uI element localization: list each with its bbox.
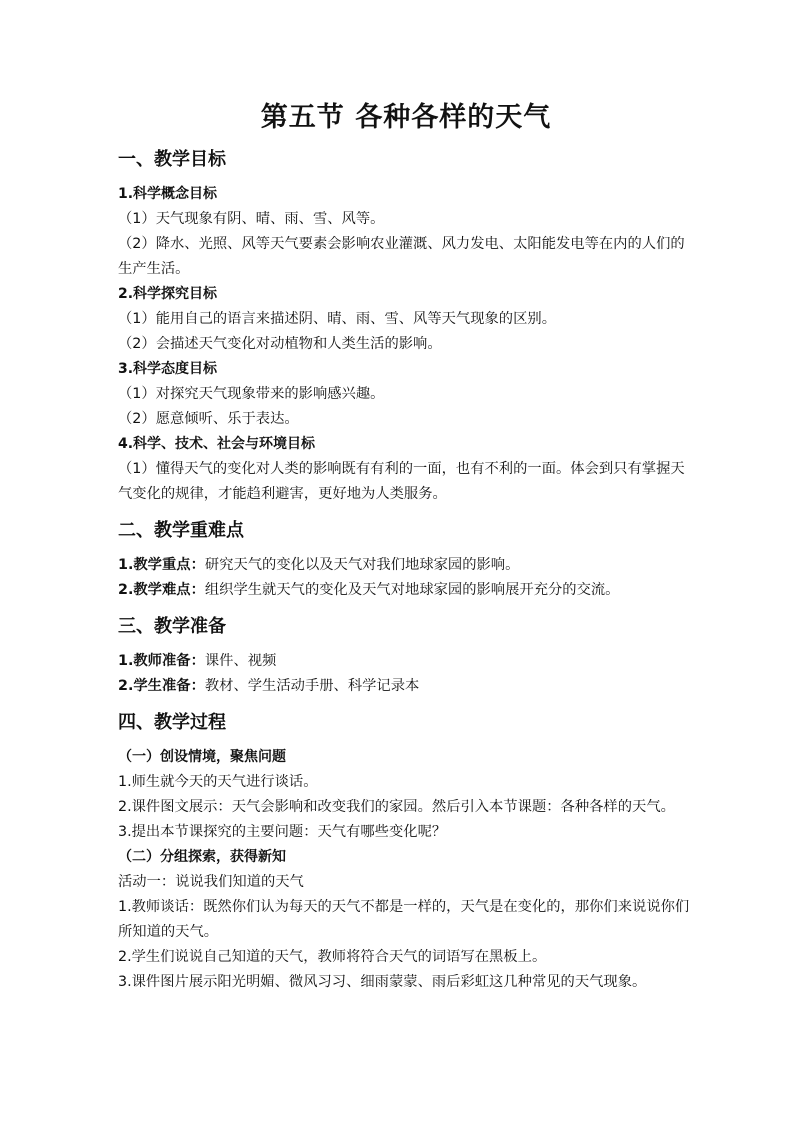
difficulty-label: 2.教学难点：: [118, 582, 205, 598]
paragraph: 3.提出本节课探究的主要问题：天气有哪些变化呢？: [118, 824, 447, 840]
section-heading-key-points: 二、教学重难点: [118, 520, 244, 541]
subheading-concept-goals: 1.科学概念目标: [118, 186, 218, 202]
section-heading-process: 四、教学过程: [118, 712, 226, 733]
paragraph: （1）能用自己的语言来描述阴、晴、雨、雪、风等天气现象的区别。: [118, 311, 556, 327]
paragraph: 2.学生们说说自己知道的天气，教师将符合天气的词语写在黑板上。: [118, 949, 547, 965]
key-point-line: [118, 553, 690, 578]
paragraph: 1.教师谈话：既然你们认为每天的天气不都是一样的，天气是在变化的，那你们来说说你们所知道的天气。: [118, 899, 690, 940]
document-page: [118, 98, 690, 995]
key-point-label: 1.教学重点：: [118, 557, 205, 573]
paragraph: （1）对探究天气现象带来的影响感兴趣。: [118, 386, 385, 402]
teacher-prep-line: [118, 649, 690, 674]
student-prep-label: 2.学生准备：: [118, 678, 205, 694]
subheading-inquiry-goals: 2.科学探究目标: [118, 286, 218, 302]
teacher-prep-text: 课件、视频: [204, 653, 277, 669]
student-prep-text: 教材、学生活动手册、科学记录本: [204, 678, 420, 694]
paragraph: （2）愿意倾听、乐于表达。: [118, 411, 299, 427]
difficulty-line: [118, 578, 690, 603]
paragraph: （2）降水、光照、风等天气要素会影响农业灌溉、风力发电、太阳能发电等在内的人们的生产生活。: [118, 236, 685, 277]
paragraph: （1）懂得天气的变化对人类的影响既有有利的一面，也有不利的一面。体会到只有掌握天气变化的规律，才能趋利避害，更好地为人类服务。: [118, 461, 685, 502]
difficulty-text: 组织学生就天气的变化及天气对地球家园的影响展开充分的交流。: [204, 582, 620, 598]
subheading-part-one: （一）创设情境，聚焦问题: [118, 749, 286, 765]
activity-title: 活动一：说说我们知道的天气: [118, 874, 304, 890]
subheading-part-two: （二）分组探索，获得新知: [118, 849, 286, 865]
section-heading-objectives: 一、教学目标: [118, 149, 226, 170]
key-point-text: 研究天气的变化以及天气对我们地球家园的影响。: [204, 557, 520, 573]
page-title: 第五节 各种各样的天气: [260, 102, 552, 133]
student-prep-line: [118, 674, 690, 699]
paragraph: 1.师生就今天的天气进行谈话。: [118, 774, 318, 790]
paragraph: 2.课件图文展示：天气会影响和改变我们的家园。然后引入本节课题：各种各样的天气。: [118, 799, 675, 815]
paragraph: （2）会描述天气变化对动植物和人类生活的影响。: [118, 336, 442, 352]
paragraph: （1）天气现象有阴、晴、雨、雪、风等。: [118, 211, 385, 227]
teacher-prep-label: 1.教师准备：: [118, 653, 205, 669]
subheading-stse-goals: 4.科学、技术、社会与环境目标: [118, 436, 316, 452]
subheading-attitude-goals: 3.科学态度目标: [118, 361, 218, 377]
section-heading-preparation: 三、教学准备: [118, 616, 226, 637]
paragraph: 3.课件图片展示阳光明媚、微风习习、细雨蒙蒙、雨后彩虹这几种常见的天气现象。: [118, 974, 647, 990]
